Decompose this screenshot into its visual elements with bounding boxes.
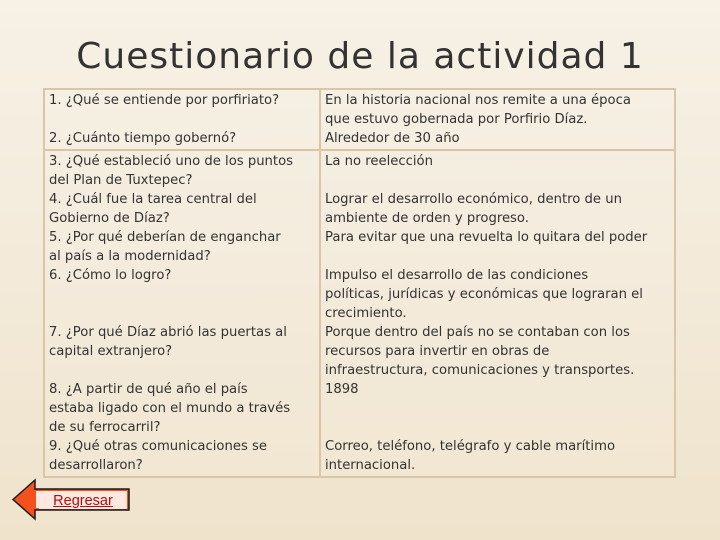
question-line: 7. ¿Por qué Díaz abrió las puertas al	[49, 325, 287, 340]
question-line: 3. ¿Qué estableció uno de los puntos	[49, 154, 294, 169]
question-line: Gobierno de Díaz?	[49, 211, 170, 226]
answer-line: infraestructura, comunicaciones y transportes.	[325, 363, 635, 378]
answer-line: crecimiento.	[325, 306, 407, 321]
question-line: desarrollaron?	[49, 458, 143, 473]
table-row	[44, 89, 675, 150]
question-line	[49, 304, 315, 323]
answer-line: La no reelección	[325, 154, 433, 169]
answer-line: que estuvo gobernada por Porfirio Díaz.	[325, 112, 588, 127]
answer-line: Lograr el desarrollo económico, dentro de un	[325, 192, 622, 207]
answer-line: internacional.	[325, 458, 416, 473]
question-line	[49, 110, 315, 129]
answer-line: Porque dentro del país no se contaban con los	[325, 325, 630, 340]
question-line: de su ferrocarril?	[49, 420, 161, 435]
question-line: 5. ¿Por qué deberían de enganchar	[49, 230, 281, 245]
answer-line: 1898	[325, 382, 359, 397]
question-line: al país a la modernidad?	[49, 249, 211, 264]
question-line: del Plan de Tuxtepec?	[49, 173, 193, 188]
answer-line: Impulso el desarrollo de las condiciones	[325, 268, 589, 283]
table-row	[44, 150, 675, 477]
answer-line: políticas, jurídicas y económicas que lograran el	[325, 287, 643, 302]
answer-line	[325, 247, 670, 266]
question-line: 1. ¿Qué se entiende por porfiriato?	[49, 93, 280, 108]
question-line: 6. ¿Cómo lo logro?	[49, 268, 172, 283]
answer-line: recursos para invertir en obras de	[325, 344, 550, 359]
page-title: Cuestionario de la actividad 1	[76, 36, 644, 77]
answers-cell-1	[320, 89, 675, 150]
answer-line: Para evitar que una revuelta lo quitara del poder	[325, 230, 648, 245]
back-button-label: Regresar	[39, 493, 127, 509]
questionnaire-table	[43, 88, 676, 478]
question-line: 8. ¿A partir de qué año el país	[49, 382, 248, 397]
question-line: 9. ¿Qué otras comunicaciones se	[49, 439, 267, 454]
answers-cell-2	[320, 150, 675, 477]
questions-cell-2	[44, 150, 320, 477]
answer-line: ambiente de orden y progreso.	[325, 211, 529, 226]
answer-line	[325, 399, 670, 418]
answer-line	[325, 418, 670, 437]
question-line: capital extranjero?	[49, 344, 173, 359]
question-line: estaba ligado con el mundo a través	[49, 401, 291, 416]
answer-line: En la historia nacional nos remite a una época	[325, 93, 631, 108]
question-line	[49, 361, 315, 380]
question-line: 4. ¿Cuál fue la tarea central del	[49, 192, 257, 207]
questions-cell-1	[44, 89, 320, 150]
question-line	[49, 285, 315, 304]
answer-line: Correo, teléfono, telégrafo y cable marítimo	[325, 439, 616, 454]
answer-line	[325, 171, 670, 190]
question-line: 2. ¿Cuánto tiempo gobernó?	[49, 131, 237, 146]
back-button[interactable]	[11, 478, 133, 521]
answer-line: Alrededor de 30 año	[325, 131, 460, 146]
